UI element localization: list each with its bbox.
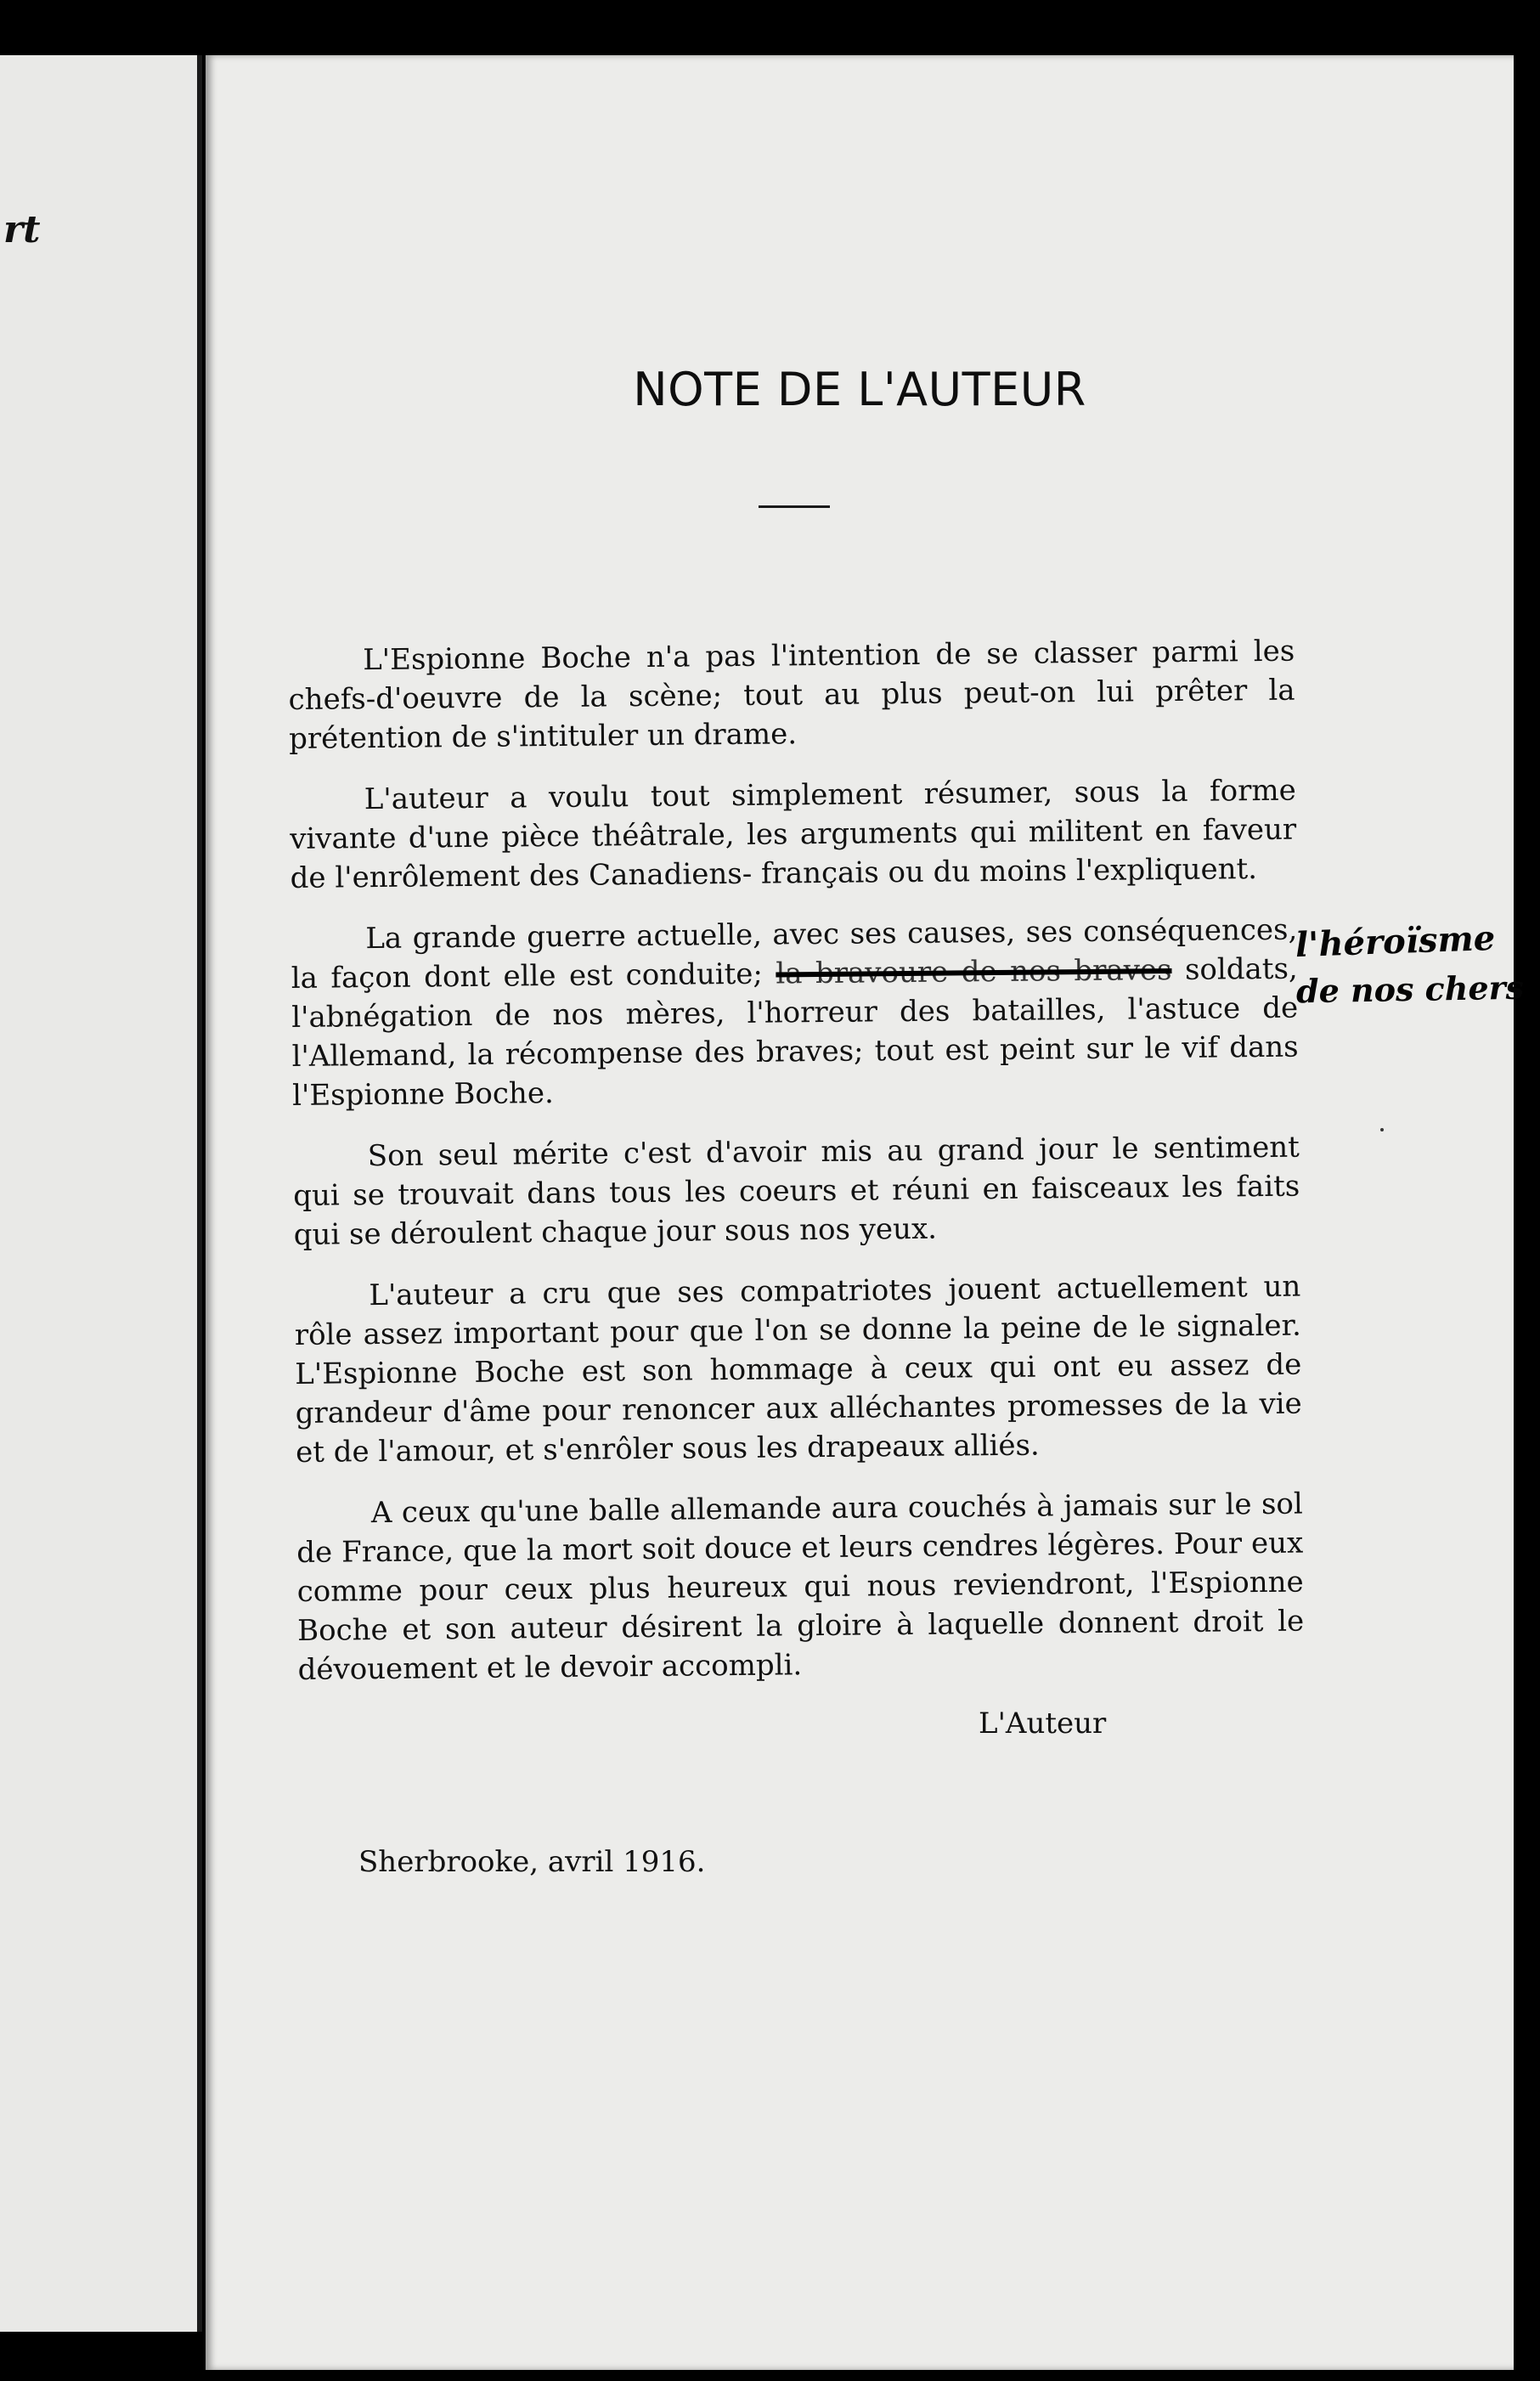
facing-page bbox=[0, 55, 202, 2332]
handwritten-annotation-line-2: de nos chers bbox=[1295, 968, 1525, 1011]
paragraph-5: L'auteur a cru que ses compatriotes jouent actuellement un rôle assez important pour que l'on se donne la peine de le signaler. L'Espionne Boche est son hommage à ceux qui ont eu assez de grandeur d'âme pour renoncer aux alléchantes promesses de la vie et de l'amour, et s'enrôler sous les drapeaux alliés. bbox=[294, 1269, 1302, 1470]
ink-speck bbox=[1380, 1128, 1384, 1131]
paragraph-6: A ceux qu'une balle allemande aura couchés à jamais sur le sol de France, que la mort soit douce et leurs cendres légères. Pour eux comme pour ceux plus heureux qui nous reviendront, l'Espionne Boche et son auteur désirent la gloire à laquelle donnent droit le dévouement et le devoir accompli. bbox=[296, 1487, 1305, 1687]
struck-through-text: la bravoure de nos braves bbox=[776, 953, 1172, 991]
paragraph-4: Son seul mérite c'est d'avoir mis au grand jour le sentiment qui se trouvait dans tous les coeurs et réuni en faisceaux les faits qui se déroulent chaque jour sous nos yeux. bbox=[293, 1130, 1300, 1252]
author-signature: L'Auteur bbox=[979, 1707, 1107, 1741]
page-title: NOTE DE L'AUTEUR bbox=[633, 363, 1086, 416]
paragraph-3 bbox=[291, 911, 1299, 1115]
paragraph-3-start: La grande guerre actuelle, avec ses causes, ses conséquences, la façon dont elle est conduite; bbox=[291, 912, 1298, 996]
paragraph-3-end: soldats, l'abnégation de nos mères, l'horreur des batailles, l'astuce de l'Allemand, la récompense des braves; tout est peint sur le vif dans l'Espionne Boche. bbox=[291, 951, 1299, 1113]
title-rule bbox=[759, 505, 830, 508]
handwritten-annotation-line-1: l'héroïsme bbox=[1295, 917, 1496, 966]
paragraph-1: L'Espionne Boche n'a pas l'intention de se classer parmi les chefs-d'oeuvre de la scène; tout au plus peut-on lui prêter la prétention de s'intituler un drame. bbox=[288, 634, 1295, 756]
facing-page-mark: rt bbox=[3, 208, 41, 251]
paragraph-2: L'auteur a voulu tout simplement résumer, sous la forme vivante d'une pièce théâtrale, les arguments qui militent en faveur de l'enrôlement des Canadiens- français ou du moins l'expliquent. bbox=[290, 773, 1297, 895]
body-text bbox=[288, 632, 1305, 1690]
place-date: Sherbrooke, avril 1916. bbox=[358, 1845, 706, 1879]
document-page bbox=[206, 55, 1525, 2370]
